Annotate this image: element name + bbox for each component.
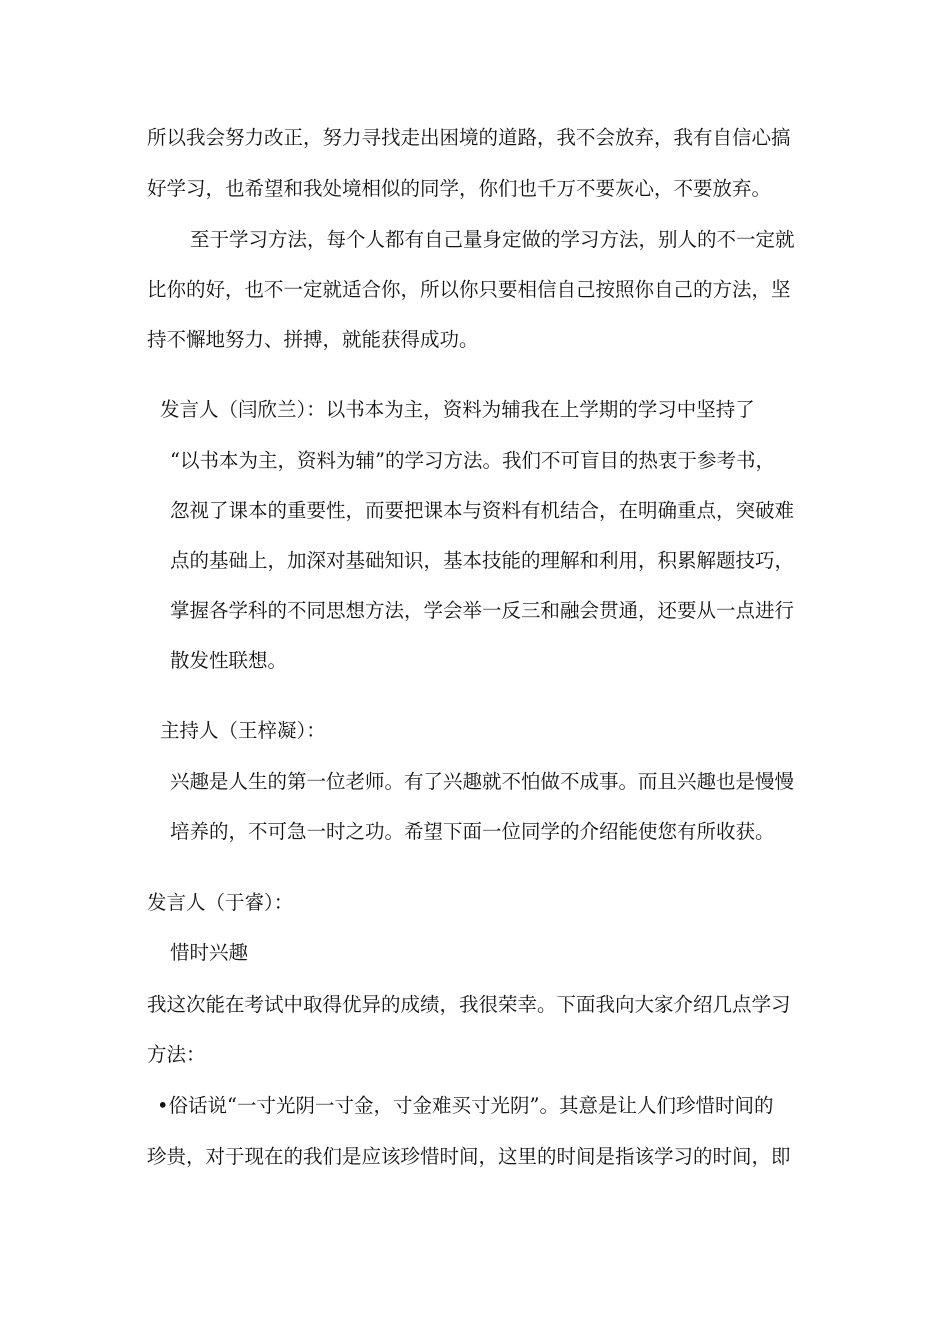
paragraph-line: 兴趣是人生的第一位老师。有了兴趣就不怕做不成事。而且兴趣也是慢慢 — [170, 770, 795, 793]
speaker-line: 发言人（闫欣兰）：以书本为主，资料为辅我在上学期的学习中坚持了 — [160, 398, 755, 421]
paragraph-line: “以书本为主，资料为辅”的学习方法。我们不可盲目的热衷于参考书， — [170, 449, 775, 472]
paragraph-line: 散发性联想。 — [170, 649, 288, 672]
paragraph-line: 点的基础上，加深对基础知识，基本技能的理解和利用，积累解题技巧， — [170, 549, 795, 572]
paragraph-line: 方法： — [147, 1043, 206, 1066]
paragraph-line: 好学习，也希望和我处境相似的同学，你们也千万不要灰心，不要放弃。 — [147, 177, 772, 200]
paragraph-line: 珍贵，对于现在的我们是应该珍惜时间，这里的时间是指该学习的时间，即 — [147, 1145, 791, 1168]
paragraph-line: 持不懈地努力、拼搏，就能获得成功。 — [147, 328, 479, 351]
paragraph-line: 忽视了课本的重要性，而要把课本与资料有机结合，在明确重点，突破难 — [170, 499, 795, 522]
paragraph-line: 至于学习方法，每个人都有自己量身定做的学习方法，别人的不一定就 — [190, 228, 795, 251]
host-line: 主持人（王梓凝）： — [160, 719, 326, 742]
paragraph-line: 培养的，不可急一时之功。希望下面一位同学的介绍能使您有所收获。 — [170, 820, 775, 843]
paragraph-line: 我这次能在考试中取得优异的成绩，我很荣幸。下面我向大家介绍几点学习 — [147, 993, 791, 1016]
paragraph-line: 所以我会努力改正，努力寻找走出困境的道路，我不会放弃，我有自信心搞 — [147, 126, 791, 149]
bullet-line: •俗话说“一寸光阴一寸金，寸金难买寸光阴”。其意是让人们珍惜时间的 — [157, 1094, 774, 1117]
speaker-line: 发言人（于睿）： — [147, 891, 294, 914]
paragraph-line: 比你的好，也不一定就适合你，所以你只要相信自己按照你自己的方法，坚 — [147, 278, 791, 301]
paragraph-line: 掌握各学科的不同思想方法，学会举一反三和融会贯通，还要从一点进行 — [170, 599, 795, 622]
section-heading: 惜时兴趣 — [170, 941, 249, 964]
